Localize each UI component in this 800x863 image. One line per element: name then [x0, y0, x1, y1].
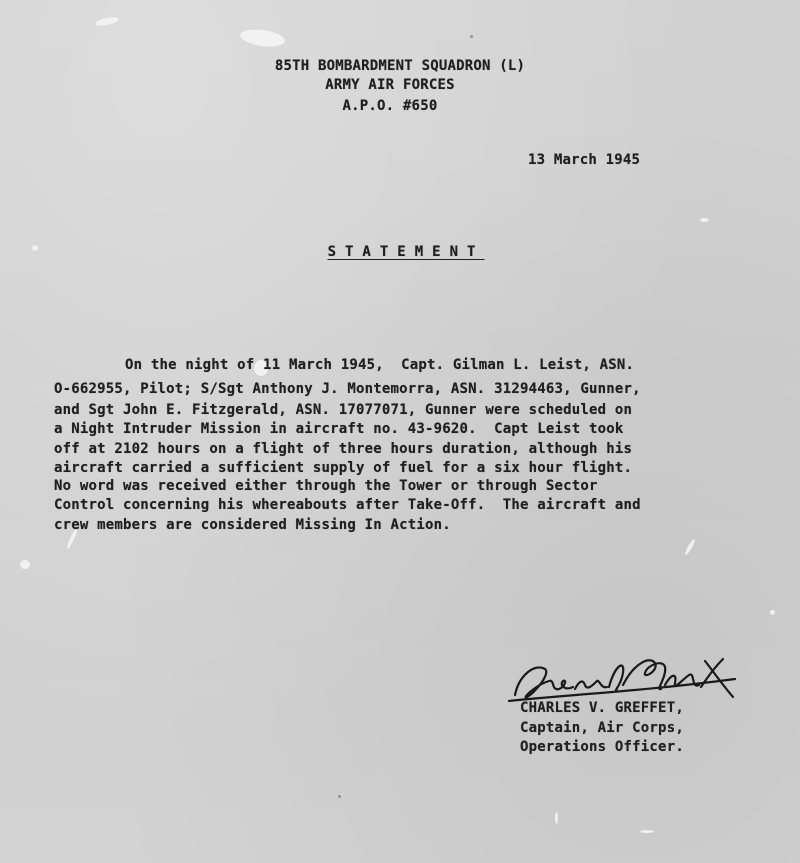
body-line: Control concerning his whereabouts after Take-Off. The aircraft and: [54, 497, 641, 513]
body-line: crew members are considered Missing In Action.: [54, 517, 451, 533]
letterhead-apo: A.P.O. #650: [342, 98, 438, 114]
scan-speck: [684, 538, 696, 556]
scan-speck: [640, 830, 654, 833]
letterhead-unit: 85TH BOMBARDMENT SQUADRON (L): [274, 58, 526, 74]
scan-speck: [20, 560, 30, 569]
body-line: and Sgt John E. Fitzgerald, ASN. 17077071, Gunner were scheduled on: [54, 402, 633, 418]
signatory-name: CHARLES V. GREFFET,: [520, 700, 684, 716]
scan-speck: [338, 795, 341, 798]
scan-speck: [770, 610, 775, 615]
scan-speck: [239, 27, 286, 49]
scan-speck: [555, 812, 558, 824]
body-line: No word was received either through the Tower or through Sector: [54, 478, 598, 494]
scan-speck: [700, 218, 709, 222]
body-line: aircraft carried a sufficient supply of fuel for a six hour flight.: [54, 460, 633, 476]
scan-speck: [470, 35, 473, 38]
letterhead-branch: ARMY AIR FORCES: [325, 77, 455, 93]
signatory-rank: Captain, Air Corps,: [520, 720, 684, 736]
body-line: off at 2102 hours on a flight of three hours duration, although his: [54, 441, 633, 457]
document-date: 13 March 1945: [528, 152, 641, 168]
signatory-role: Operations Officer.: [520, 739, 684, 755]
body-line: O-662955, Pilot; S/Sgt Anthony J. Montemorra, ASN. 31294463, Gunner,: [54, 381, 641, 397]
body-line: On the night of 11 March 1945, Capt. Gilman L. Leist, ASN.: [125, 357, 635, 373]
document-title: STATEMENT: [327, 244, 485, 260]
body-line: a Night Intruder Mission in aircraft no. 43-9620. Capt Leist took: [54, 421, 624, 437]
scan-speck: [95, 16, 120, 28]
